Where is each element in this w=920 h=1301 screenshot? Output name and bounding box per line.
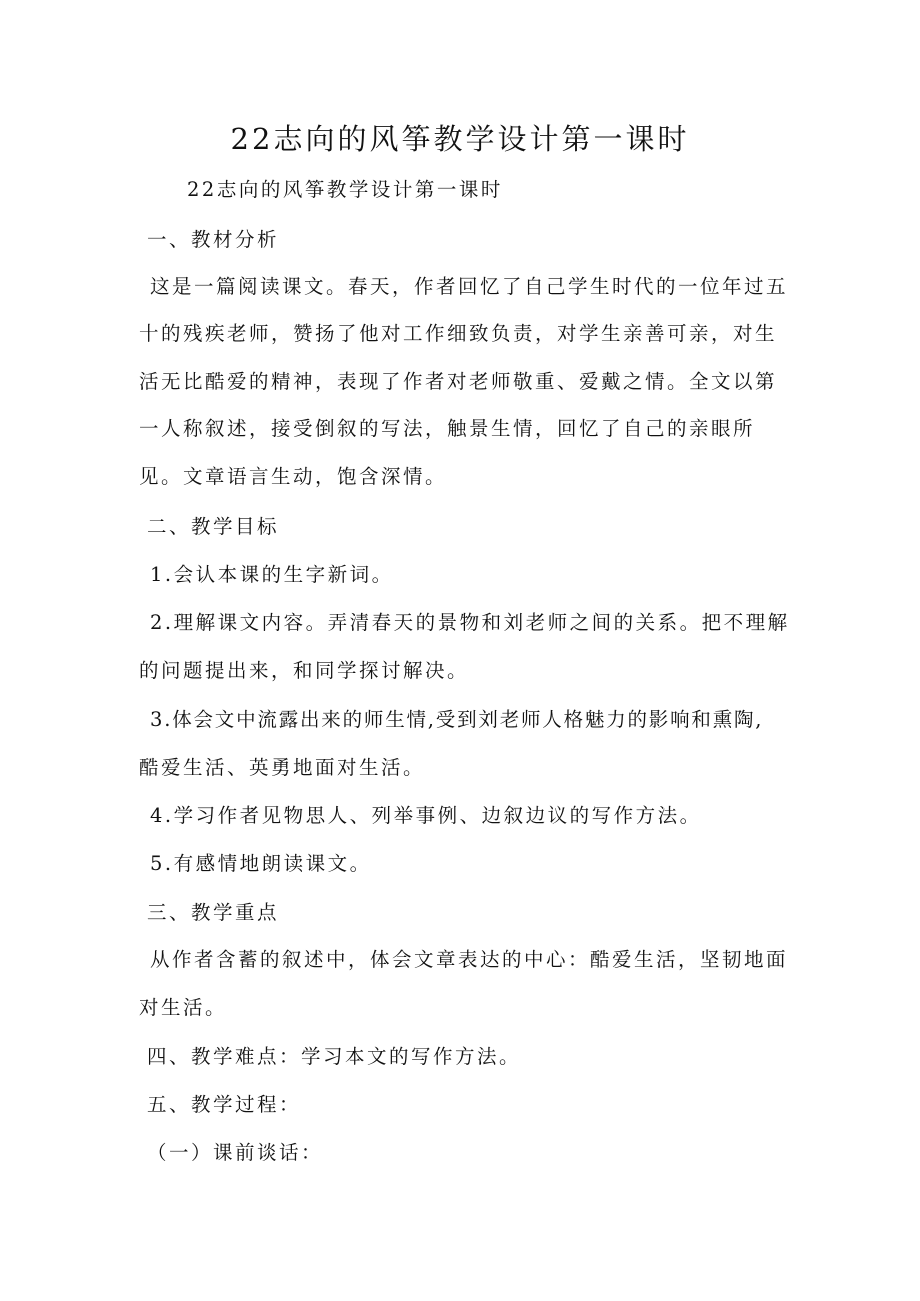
paragraph-line: 从作者含蓄的叙述中，体会文章表达的中心：酷爱生活，坚韧地面 <box>150 948 789 971</box>
paragraph-line: 活无比酷爱的精神，表现了作者对老师敬重、爱戴之情。全文以第 <box>139 370 778 393</box>
paragraph-line: 对生活。 <box>139 996 228 1019</box>
paragraph-line: 十的残疾老师，赞扬了他对工作细致负责，对学生亲善可亲，对生 <box>139 322 778 345</box>
document-title: 22志向的风筝教学设计第一课时 <box>230 122 690 156</box>
goal-item-continuation: 酷爱生活、英勇地面对生活。 <box>139 756 426 779</box>
paragraph-line: 见。文章语言生动，饱含深情。 <box>139 465 448 488</box>
section-heading-process: 五、教学过程： <box>147 1093 302 1116</box>
goal-item: 2.理解课文内容。弄清春天的景物和刘老师之间的关系。把不理解 <box>150 611 790 634</box>
goal-item-continuation: 的问题提出来，和同学探讨解决。 <box>139 659 470 682</box>
section-heading-key-points: 三、教学重点 <box>147 901 280 924</box>
section-heading-goals: 二、教学目标 <box>147 515 280 538</box>
goal-item: 3.体会文中流露出来的师生情,受到刘老师人格魅力的影响和熏陶, <box>150 708 764 731</box>
document-subtitle: 22志向的风筝教学设计第一课时 <box>187 178 503 201</box>
section-heading-analysis: 一、教材分析 <box>147 228 280 251</box>
paragraph-line: 这是一篇阅读课文。春天，作者回忆了自己学生时代的一位年过五 <box>150 275 789 298</box>
section-heading-difficulties: 四、教学难点：学习本文的写作方法。 <box>147 1045 522 1068</box>
goal-item: 4.学习作者见物思人、列举事例、边叙边议的写作方法。 <box>150 804 702 827</box>
goal-item: 5.有感情地朗读课文。 <box>150 852 372 875</box>
paragraph-line: 一人称叙述，接受倒叙的写法，触景生情，回忆了自己的亲眼所 <box>139 417 756 440</box>
subsection-heading: （一）课前谈话： <box>147 1141 324 1164</box>
goal-item: 1.会认本课的生字新词。 <box>150 563 394 586</box>
